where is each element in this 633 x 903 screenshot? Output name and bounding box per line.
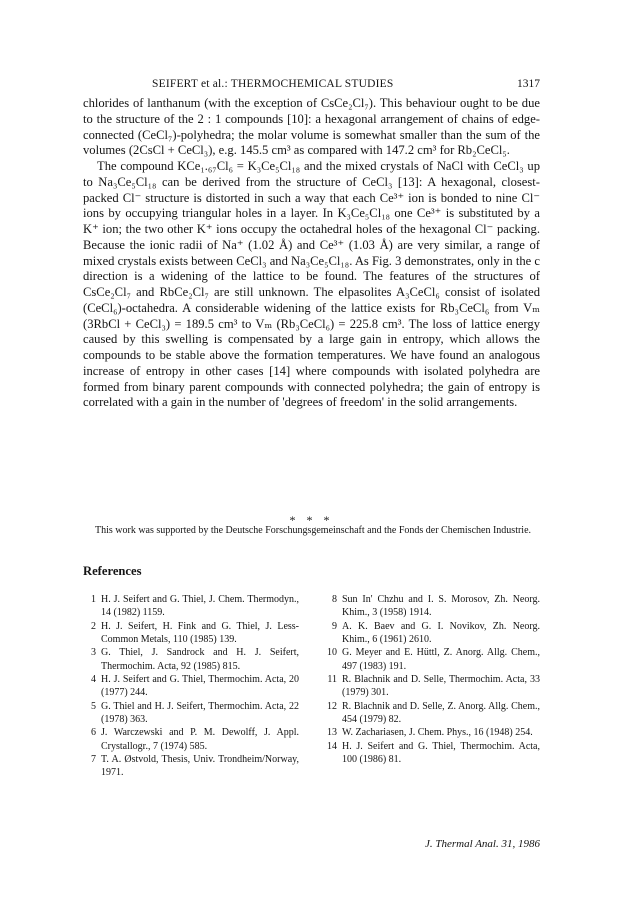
acknowledgement: This work was supported by the Deutsche Forschungsgemeinschaft and the Fonds der Chemischen Industrie. [95, 525, 532, 536]
paragraph-1: chlorides of lanthanum (with the exception of CsCe₂Cl₇). This behaviour ought to be due to the structure of the 2 : 1 compounds [10]: a hexagonal arrangement of chains of edge-connected (CeCl₇)-polyhedra; the molar volume is somewhat smaller than the sum of the volumes (2CsCl + CeCl₃), e.g. 145.5 cm³ as compared with 147.2 cm³ for Rb₂CeCl₅. [83, 96, 540, 158]
reference-item [83, 646, 299, 673]
reference-text: T. A. Østvold, Thesis, Univ. Trondheim/Norway, 1971. [101, 754, 299, 779]
reference-text: R. Blachnik and D. Selle, Thermochim. Acta, 33 (1979) 301. [342, 674, 540, 699]
reference-text: J. Warczewski and P. M. Dewolff, J. Appl. Crystallogr., 7 (1974) 585. [101, 727, 299, 752]
reference-text: Sun In' Chzhu and I. S. Morosov, Zh. Neorg. Khim., 3 (1958) 1914. [342, 594, 540, 619]
paragraph-2: The compound KCe₁.₆₇Cl₆ = K₃Ce₅Cl₁₈ and the mixed crystals of NaCl with CeCl₃ up to Na₃Ce₅Cl₁₈ can be derived from the structure of CeCl₃ [13]: A hexagonal, closest-packed Cl⁻ structure is distorted in such a way that each Ce³⁺ ion is bonded to nine Cl⁻ ions by occupying triangular holes in a layer. In K₃Ce₅Cl₁₈ one Ce³⁺ is substituted by a K⁺ ion; the two other K⁺ ions occupy the octahedral holes of the hexagonal Cl⁻ packing. Because the ionic radii of Na⁺ (1.02 Å) and Ce³⁺ (1.03 Å) are very similar, a range of mixed crystals exists between CeCl₃ and Na₃Ce₅Cl₁₈. As Fig. 3 demonstrates, only in the c direction is a widening of the lattice to be found. The features of the structures of CsCe₂Cl₇ and RbCe₂Cl₇ are still unknown. The elpasolites A₃CeCl₆ consist of isolated (CeCl₆)-octahedra. A considerable widening of the lattice exists for Rb₃CeCl₆ from Vₘ (3RbCl + CeCl₃) = 189.5 cm³ to Vₘ (Rb₃CeCl₆) = 225.8 cm³. The loss of lattice energy caused by this swelling is compensated by a large gain in entropy, which allows the compounds to be stable above the formation temperatures. We have found an analogous increase of entropy in other cases [14] where compounds with isolated polyhedra are formed from binary parent compounds with connected polyhedra; the gain of entropy is correlated with a gain in the number of 'degrees of freedom' in the solid arrangements. [83, 159, 540, 410]
reference-number: 6 [91, 727, 96, 739]
reference-item [324, 646, 540, 673]
reference-number: 2 [91, 620, 96, 632]
reference-number: 8 [332, 594, 337, 605]
reference-item [324, 673, 540, 700]
reference-number: 9 [332, 620, 337, 632]
reference-number: 14 [327, 740, 337, 752]
body-text [83, 96, 540, 411]
reference-number: 3 [91, 647, 96, 659]
reference-number: 5 [91, 700, 96, 712]
reference-item [83, 620, 299, 647]
reference-list [83, 593, 540, 780]
reference-number: 10 [327, 647, 337, 659]
reference-item [83, 593, 299, 620]
reference-column-right [324, 593, 540, 780]
reference-item [324, 620, 540, 647]
reference-item [83, 673, 299, 700]
reference-item [83, 726, 299, 753]
reference-number: 12 [327, 700, 337, 712]
reference-item [324, 700, 540, 727]
reference-text: H. J. Seifert and G. Thiel, J. Chem. Thermodyn., 14 (1982) 1159. [101, 594, 299, 619]
reference-column-left [83, 593, 299, 780]
section-separator: * * * [289, 513, 334, 527]
reference-text: G. Thiel and H. J. Seifert, Thermochim. Acta, 22 (1978) 363. [101, 700, 299, 726]
reference-text: W. Zachariasen, J. Chem. Phys., 16 (1948) 254. [342, 727, 533, 739]
journal-footer: J. Thermal Anal. 31, 1986 [425, 838, 540, 850]
reference-text: H. J. Seifert and G. Thiel, Thermochim. Acta, 100 (1986) 81. [342, 740, 540, 766]
references-heading: References [83, 564, 142, 578]
reference-item [83, 700, 299, 727]
reference-text: R. Blachnik and D. Selle, Z. Anorg. Allg. Chem., 454 (1979) 82. [342, 700, 540, 726]
reference-number: 7 [91, 754, 96, 766]
reference-text: A. K. Baev and G. I. Novikov, Zh. Neorg. Khim., 6 (1961) 2610. [342, 620, 540, 646]
reference-text: G. Thiel, J. Sandrock and H. J. Seifert, Thermochim. Acta, 92 (1985) 815. [101, 647, 299, 672]
reference-item [324, 593, 540, 620]
reference-number: 1 [91, 594, 96, 605]
reference-text: H. J. Seifert and G. Thiel, Thermochim. Acta, 20 (1977) 244. [101, 674, 299, 699]
reference-item [83, 753, 299, 780]
reference-text: G. Meyer and E. Hüttl, Z. Anorg. Allg. Chem., 497 (1983) 191. [342, 647, 540, 672]
reference-item [324, 740, 540, 767]
page-number: 1317 [517, 78, 540, 90]
reference-item [324, 726, 540, 739]
running-title: SEIFERT et al.: THERMOCHEMICAL STUDIES [152, 78, 394, 90]
reference-text: H. J. Seifert, H. Fink and G. Thiel, J. Less-Common Metals, 110 (1985) 139. [101, 620, 299, 646]
reference-number: 4 [91, 674, 96, 686]
reference-number: 11 [327, 674, 337, 686]
running-header [152, 78, 540, 90]
reference-number: 13 [327, 727, 337, 739]
